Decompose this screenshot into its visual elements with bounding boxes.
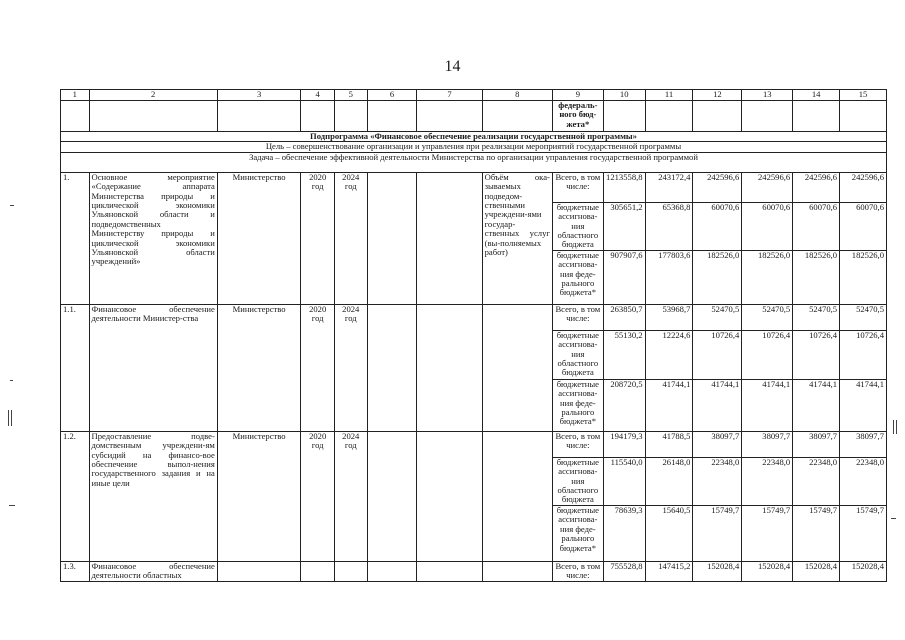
scan-speck	[891, 518, 896, 519]
amount-cell: 10726,4	[793, 330, 840, 379]
amount-cell: 152028,4	[742, 561, 793, 581]
item-number: 1.1.	[61, 304, 90, 431]
item-indicator: Объём ока-зываемых подведом-ственными учреждени-ями государ-ственных услуг (вы-полняемых работ)	[482, 172, 552, 304]
column-header: 8	[482, 90, 552, 101]
column-header: 9	[552, 90, 603, 101]
empty-cell	[645, 101, 693, 132]
amount-cell: 305651,2	[603, 202, 645, 250]
amount-cell: 52470,5	[742, 304, 793, 330]
item-number: 1.3.	[61, 561, 90, 581]
amount-cell: 10726,4	[742, 330, 793, 379]
amount-cell: 242596,6	[693, 172, 742, 202]
amount-cell: 242596,6	[840, 172, 887, 202]
amount-cell: 41744,1	[793, 379, 840, 431]
amount-cell: 10726,4	[840, 330, 887, 379]
item-number: 1.2.	[61, 431, 90, 561]
amount-cell: 41744,1	[840, 379, 887, 431]
scan-speck	[11, 410, 12, 426]
amount-cell: 15749,7	[840, 505, 887, 561]
empty-cell	[367, 101, 417, 132]
task-text: Задача – обеспечение эффективной деятельности Министерства по организации управления государственной программой	[61, 152, 887, 172]
empty-cell	[482, 101, 552, 132]
column-header: 10	[603, 90, 645, 101]
table-row	[61, 561, 887, 581]
header-row	[61, 90, 887, 101]
amount-cell: 22348,0	[793, 457, 840, 505]
column-header: 15	[840, 90, 887, 101]
amount-cell: 1213558,8	[603, 172, 645, 202]
amount-cell: 182526,0	[693, 250, 742, 304]
amount-cell: 115540,0	[603, 457, 645, 505]
amount-cell: 182526,0	[742, 250, 793, 304]
column-header: 1	[61, 90, 90, 101]
column-header: 7	[417, 90, 482, 101]
amount-cell: 152028,4	[693, 561, 742, 581]
empty-cell	[693, 101, 742, 132]
amount-cell: 53968,7	[645, 304, 693, 330]
amount-cell: 177803,6	[645, 250, 693, 304]
empty-cell	[840, 101, 887, 132]
continuation-row	[61, 101, 887, 132]
scan-speck	[893, 420, 894, 434]
empty-cell	[217, 101, 301, 132]
scan-speck	[896, 420, 897, 434]
amount-cell: 60070,6	[742, 202, 793, 250]
column-header: 6	[367, 90, 417, 101]
amount-cell: 52470,5	[793, 304, 840, 330]
amount-cell: 242596,6	[742, 172, 793, 202]
item-name: Предоставление подве-домственным учреждени-ям субсидий на финансо-вое обеспечение выпол-нения государственного задания и на иные цели	[89, 431, 217, 561]
amount-cell: 55130,2	[603, 330, 645, 379]
amount-cell: 15640,5	[645, 505, 693, 561]
amount-cell: 41744,1	[742, 379, 793, 431]
amount-cell: 263850,7	[603, 304, 645, 330]
goal-row	[61, 142, 887, 152]
item-start-year: 2020 год	[301, 431, 335, 561]
empty-cell	[89, 101, 217, 132]
item-end-year: 2024 год	[334, 172, 367, 304]
amount-cell: 26148,0	[645, 457, 693, 505]
amount-cell: 907907,6	[603, 250, 645, 304]
amount-cell: 147415,2	[645, 561, 693, 581]
funding-source-label: Всего, в том числе:	[552, 431, 603, 457]
table-row	[61, 304, 887, 330]
amount-cell: 41788,5	[645, 431, 693, 457]
item-start-year	[301, 561, 335, 581]
empty-cell	[367, 172, 417, 304]
item-name: Финансовое обеспечение деятельности Министер-ства	[89, 304, 217, 431]
item-start-year: 2020 год	[301, 172, 335, 304]
empty-cell	[417, 304, 482, 431]
item-executor	[217, 561, 301, 581]
scan-speck	[10, 205, 14, 206]
column-header: 12	[693, 90, 742, 101]
empty-cell	[367, 304, 417, 431]
amount-cell: 182526,0	[793, 250, 840, 304]
item-start-year: 2020 год	[301, 304, 335, 431]
funding-source-label: Всего, в том числе:	[552, 172, 603, 202]
amount-cell: 242596,6	[793, 172, 840, 202]
item-executor: Министерство	[217, 172, 301, 304]
empty-cell	[603, 101, 645, 132]
amount-cell: 22348,0	[840, 457, 887, 505]
item-executor: Министерство	[217, 304, 301, 431]
column-header: 5	[334, 90, 367, 101]
amount-cell: 38097,7	[693, 431, 742, 457]
column-header: 11	[645, 90, 693, 101]
amount-cell: 755528,8	[603, 561, 645, 581]
amount-cell: 60070,6	[840, 202, 887, 250]
task-row	[61, 152, 887, 172]
goal-text: Цель – совершенствование организации и управления при реализации мероприятий государственной программы	[61, 142, 887, 152]
empty-cell	[742, 101, 793, 132]
item-name: Основное мероприятие «Содержание аппарата Министерства природы и циклической экономики Ульяновской области и подведомственных Министерству природы и циклической экономики Ульяновской области учреждений»	[89, 172, 217, 304]
budget-table	[60, 89, 887, 582]
empty-cell	[417, 561, 482, 581]
column-header: 2	[89, 90, 217, 101]
empty-cell	[417, 101, 482, 132]
amount-cell: 38097,7	[793, 431, 840, 457]
amount-cell: 78639,3	[603, 505, 645, 561]
amount-cell: 52470,5	[840, 304, 887, 330]
amount-cell: 182526,0	[840, 250, 887, 304]
amount-cell: 41744,1	[693, 379, 742, 431]
funding-source-label: бюджетные ассигнова-ния феде-рального бюджета*	[552, 505, 603, 561]
amount-cell: 22348,0	[742, 457, 793, 505]
table-row	[61, 431, 887, 457]
amount-cell: 15749,7	[693, 505, 742, 561]
column-header: 14	[793, 90, 840, 101]
funding-source-label: бюджетные ассигнова-ния областного бюджета	[552, 457, 603, 505]
amount-cell: 60070,6	[693, 202, 742, 250]
column-header: 4	[301, 90, 335, 101]
subprogram-row	[61, 132, 887, 142]
amount-cell: 12224,6	[645, 330, 693, 379]
empty-cell	[301, 101, 335, 132]
column-header: 3	[217, 90, 301, 101]
empty-cell	[61, 101, 90, 132]
budget-source-label: федераль-ного бюд-жета*	[552, 101, 603, 132]
empty-cell	[367, 431, 417, 561]
funding-source-label: Всего, в том числе:	[552, 304, 603, 330]
scan-speck	[9, 505, 15, 506]
funding-source-label: Всего, в том числе:	[552, 561, 603, 581]
empty-cell	[793, 101, 840, 132]
item-number: 1.	[61, 172, 90, 304]
amount-cell: 38097,7	[840, 431, 887, 457]
funding-source-label: бюджетные ассигнова-ния феде-рального бюджета*	[552, 250, 603, 304]
amount-cell: 208720,5	[603, 379, 645, 431]
item-end-year	[334, 561, 367, 581]
empty-cell	[417, 431, 482, 561]
funding-source-label: бюджетные ассигнова-ния областного бюджета	[552, 202, 603, 250]
item-indicator	[482, 431, 552, 561]
item-indicator	[482, 304, 552, 431]
amount-cell: 243172,4	[645, 172, 693, 202]
scan-speck	[8, 410, 9, 426]
amount-cell: 152028,4	[840, 561, 887, 581]
funding-source-label: бюджетные ассигнова-ния областного бюджета	[552, 330, 603, 379]
item-executor: Министерство	[217, 431, 301, 561]
amount-cell: 52470,5	[693, 304, 742, 330]
item-name: Финансовое обеспечение деятельности областных	[89, 561, 217, 581]
amount-cell: 41744,1	[645, 379, 693, 431]
empty-cell	[367, 561, 417, 581]
empty-cell	[417, 172, 482, 304]
item-indicator	[482, 561, 552, 581]
amount-cell: 15749,7	[793, 505, 840, 561]
amount-cell: 15749,7	[742, 505, 793, 561]
amount-cell: 10726,4	[693, 330, 742, 379]
amount-cell: 60070,6	[793, 202, 840, 250]
amount-cell: 152028,4	[793, 561, 840, 581]
amount-cell: 194179,3	[603, 431, 645, 457]
page-number: 14	[444, 58, 461, 75]
item-end-year: 2024 год	[334, 304, 367, 431]
item-end-year: 2024 год	[334, 431, 367, 561]
funding-source-label: бюджетные ассигнова-ния феде-рального бюджета*	[552, 379, 603, 431]
scan-speck	[10, 380, 13, 381]
table-row	[61, 172, 887, 202]
subprogram-title: Подпрограмма «Финансовое обеспечение реализации государственной программы»	[61, 132, 887, 142]
amount-cell: 22348,0	[693, 457, 742, 505]
empty-cell	[334, 101, 367, 132]
column-header: 13	[742, 90, 793, 101]
amount-cell: 65368,8	[645, 202, 693, 250]
amount-cell: 38097,7	[742, 431, 793, 457]
